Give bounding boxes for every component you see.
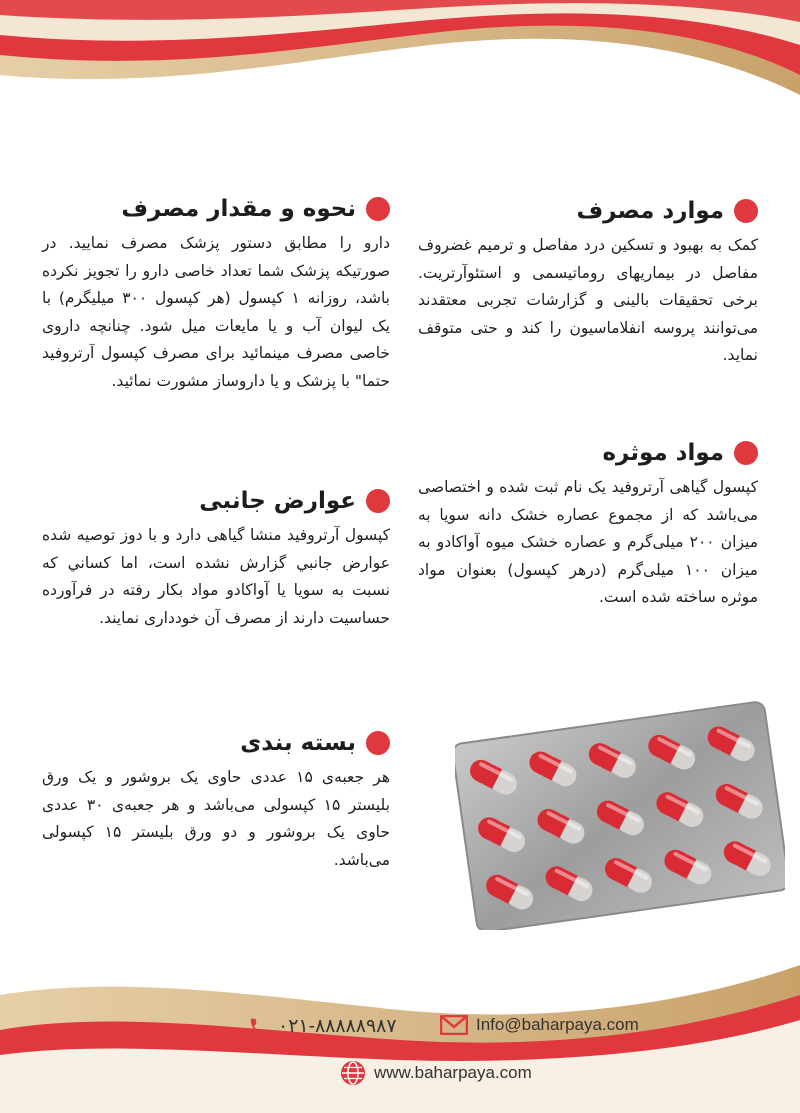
globe-icon xyxy=(340,1060,366,1086)
section-body: دارو را مطابق دستور پزشک مصرف نمایید. در صورتیکه پزشک شما تعداد خاصی دارو را تجویز نکرده باشد، روزانه ۱ کپسول (هر کپسول ۳۰۰ میلیگرم) با یک لیوان آب و یا مایعات میل شود. چنانچه داروی خاصی مصرف مینمائید برای مصرف کپسول آرتروفید حتما" با پزشک و یا داروساز مشورت نمائید. xyxy=(42,234,390,390)
section-bullet-icon xyxy=(366,489,390,513)
contact-footer xyxy=(0,1000,800,1110)
section-title: نحوه و مقدار مصرف xyxy=(121,196,356,222)
section-title: عوارض جانبی xyxy=(199,488,356,514)
section-body: کپسول گیاهی آرتروفید یک نام ثبت شده و اختصاصی می‌باشد که از مجموع عصاره خشک دانه سویا به میزان ۲۰۰ میلی‌گرم و عصاره خشک میوه آواکادو به میزان ۱۰۰ میلی‌گرم (درهر کپسول) بعنوان مواد موثره ساخته شده است. xyxy=(418,478,759,606)
section-bullet-icon xyxy=(734,441,758,465)
email-contact[interactable] xyxy=(440,1015,639,1035)
section-body: کمک به بهبود و تسکین درد مفاصل و ترمیم غضروف مفاصل در بیماریهای روماتیسمی و استئوآرتریت. برخی تحقیقات بالینی و گزارشات تجربی معتقدند می‌توانند پروسه انفلاماسیون را کند و حتی متوقف نماید. xyxy=(418,236,758,364)
section-body: کپسول آرتروفید منشا گیاهی دارد و با دوز توصیه شده عوارض جانبي گزارش نشده است، اما كساني كه نسبت به سويا يا آواكادو مواد بكار رفته در فرآورده حساسيت دارند از مصرف آن خودداری نمایند. xyxy=(42,526,390,627)
section-usage xyxy=(418,198,758,370)
section-body: هر جعبه‌ی ۱۵ عددی حاوی یک بروشور و یک ورق بلیستر ۱۵ کپسولی می‌باشد و هر جعبه‌ی ۳۰ عددی حاوی یک بروشور و دو ورق بلیستر ۱۵ کپسولی می‌باشد. xyxy=(42,768,390,869)
phone-icon xyxy=(248,1016,270,1038)
section-packaging xyxy=(42,730,390,874)
email-address: Info@baharpaya.com xyxy=(476,1015,639,1034)
website-contact[interactable] xyxy=(340,1060,532,1086)
section-side-effects xyxy=(42,488,390,632)
section-bullet-icon xyxy=(734,199,758,223)
section-ingredients xyxy=(418,440,758,612)
mail-icon xyxy=(440,1015,468,1035)
section-bullet-icon xyxy=(366,197,390,221)
section-title: بسته بندی xyxy=(240,730,356,756)
section-title: مواد موثره xyxy=(602,440,724,466)
section-dosage xyxy=(42,196,390,395)
phone-number: ۰۲۱-۸۸۸۸۸۹۸۷ xyxy=(278,1016,397,1037)
phone-contact[interactable] xyxy=(248,1015,397,1038)
section-bullet-icon xyxy=(366,731,390,755)
section-title: موارد مصرف xyxy=(576,198,724,224)
website-url: www.baharpaya.com xyxy=(374,1063,532,1082)
blister-pack-image xyxy=(455,700,785,930)
